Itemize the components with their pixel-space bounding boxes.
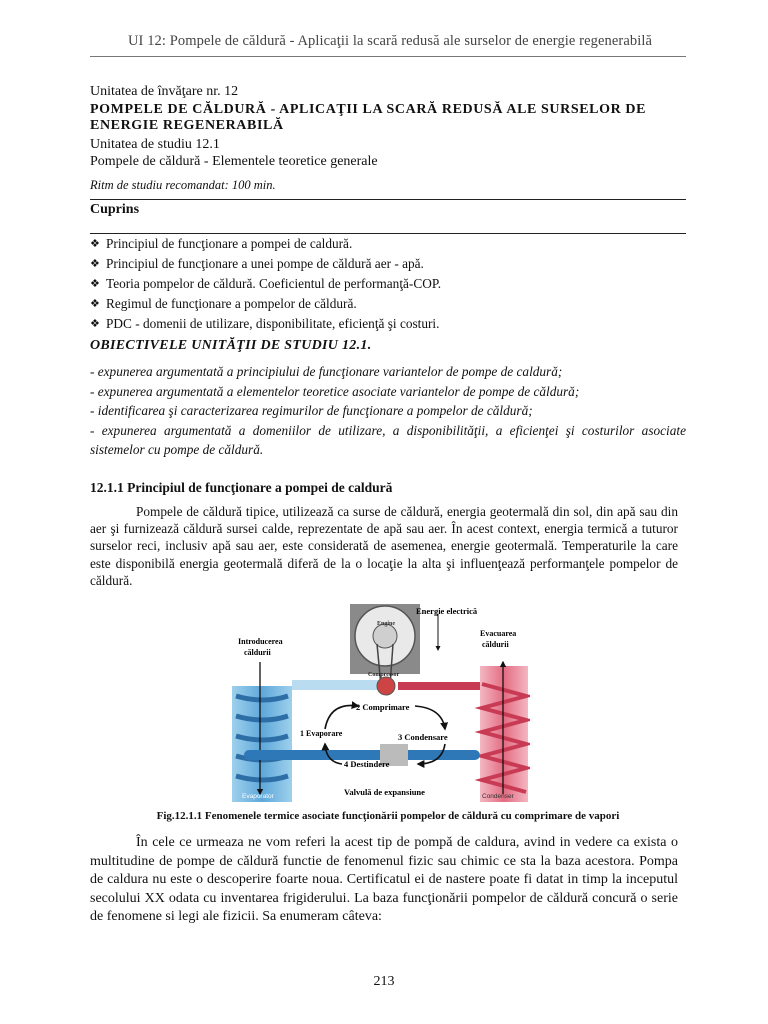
unit-line: Unitatea de învăţare nr. 12 xyxy=(90,84,239,99)
heat-pump-figure xyxy=(230,604,530,804)
diamond-bullet-icon: ❖ xyxy=(90,278,100,290)
rule-top xyxy=(90,199,686,200)
toc-item: ❖ Principiul de funcţionare a pompei de caldură. xyxy=(90,234,686,254)
hot-gas-pipe xyxy=(398,682,480,690)
paragraph-1: Pompele de căldură tipice, utilizează ca surse de căldură, energia geotermală din sol, din apă sau din aer şi furnizează căldură sursei calde, reprezentate de apă sau aer. În acest context, energia termică a tuturor surselor reci, inclusiv apă sau aer, este considerată de asemenea, energie geotermală. Temperaturile la care este disponibilă energia geotermală diferă de la o locaţie la alta şi influenţează performanţele pompelor de căldură. xyxy=(90,504,678,588)
engine-label: Engine xyxy=(377,621,396,627)
page-number: 213 xyxy=(373,974,395,989)
condenser-label: Condenser xyxy=(482,793,514,800)
study-title: Pompele de căldură - Elementele teoretice generale xyxy=(90,154,378,169)
objectives-title: OBIECTIVELE UNITĂŢII DE STUDIU 12.1. xyxy=(90,338,372,353)
cuprins-heading: Cuprins xyxy=(90,202,140,217)
compressor-icon xyxy=(377,677,395,695)
study-rhythm: Ritm de studiu recomandat: 100 min. xyxy=(90,178,276,192)
diamond-bullet-icon: ❖ xyxy=(90,318,100,330)
toc-item: ❖ Principiul de funcţionare a unei pompe de căldură aer - apă. xyxy=(90,254,686,274)
energy-label: Energie electrică xyxy=(416,606,478,616)
evaporator-label: Evaporator xyxy=(242,793,274,800)
diamond-bullet-icon: ❖ xyxy=(90,258,100,270)
study-unit: Unitatea de studiu 12.1 xyxy=(90,137,220,152)
objective-item: - expunerea argumentată a domeniilor de utilizare, a disponibilităţii, a eficienţei şi costurilor asociate sistemelor cu pompe de căldură. xyxy=(90,422,686,457)
heat-out-label-2: căldurii xyxy=(482,640,509,649)
step-1-label: 1 Evaporare xyxy=(300,729,343,738)
heat-in-label-2: căldurii xyxy=(244,648,271,657)
cold-gas-pipe xyxy=(292,680,382,690)
toc-item: ❖ Teoria pompelor de căldură. Coeficientul de performanţă-COP. xyxy=(90,274,686,294)
header-rule xyxy=(90,56,686,57)
objective-item: - expunerea argumentată a elementelor teoretice asociate variantelor de pompe de căldură; xyxy=(90,383,580,399)
heat-in-label-1: Introducerea xyxy=(238,637,283,646)
step-3-label: 3 Condensare xyxy=(398,732,448,742)
section-title: 12.1.1 Principiul de funcţionare a pompei de caldură xyxy=(90,480,393,495)
heat-out-label-1: Evacuarea xyxy=(480,629,517,638)
objective-item: - expunerea argumentată a principiului de funcţionare variantelor de pompe de caldură; xyxy=(90,364,563,379)
toc-list xyxy=(90,234,686,334)
diamond-bullet-icon: ❖ xyxy=(90,298,100,310)
toc-item: ❖ PDC - domenii de utilizare, disponibilitate, eficienţă şi costuri. xyxy=(90,314,686,334)
running-header: UI 12: Pompele de căldură - Aplicaţii la scară redusă ale surselor de energie regenerabilă xyxy=(127,33,653,49)
diamond-bullet-icon: ❖ xyxy=(90,238,100,250)
evaporator-unit xyxy=(232,686,292,802)
compressor-label: Compressor xyxy=(368,672,400,678)
step-4-label: 4 Destindere xyxy=(344,759,390,769)
objectives-list xyxy=(90,362,686,460)
valve-label: Valvulă de expansiune xyxy=(344,787,425,797)
figure-caption: Fig.12.1.1 Fenomenele termice asociate funcţionării pompelor de căldură cu comprimare de vapori xyxy=(156,810,620,822)
paragraph-2: În cele ce urmeaza ne vom referi la acest tip de pompă de caldura, avind in vedere ca exista o multitudine de pompe de căldură functie de fenomenul fizic sau chimic ce sta la baza acestora. Pompa de caldura nu este o descoperire foarte noua. Certificatul ei de nastere poate fi datat in timp la inceputul secolului XX odata cu inventarea frigiderului. La baza funcţionării pompelor de căldură concură o serie de fenomene si legi ale fizicii. Sa enumeram câteva: xyxy=(90,835,678,925)
main-title: POMPELE DE CĂLDURĂ - APLICAŢII LA SCARĂ REDUSĂ ALE SURSELOR DE ENERGIE REGENERABILĂ xyxy=(90,102,647,133)
objective-item: - identificarea şi caracterizarea regimurilor de funcţionare a pompelor de căldură; xyxy=(90,403,533,418)
toc-item: ❖ Regimul de funcţionare a pompelor de căldură. xyxy=(90,294,686,314)
step-2-label: 2 Comprimare xyxy=(356,702,410,712)
